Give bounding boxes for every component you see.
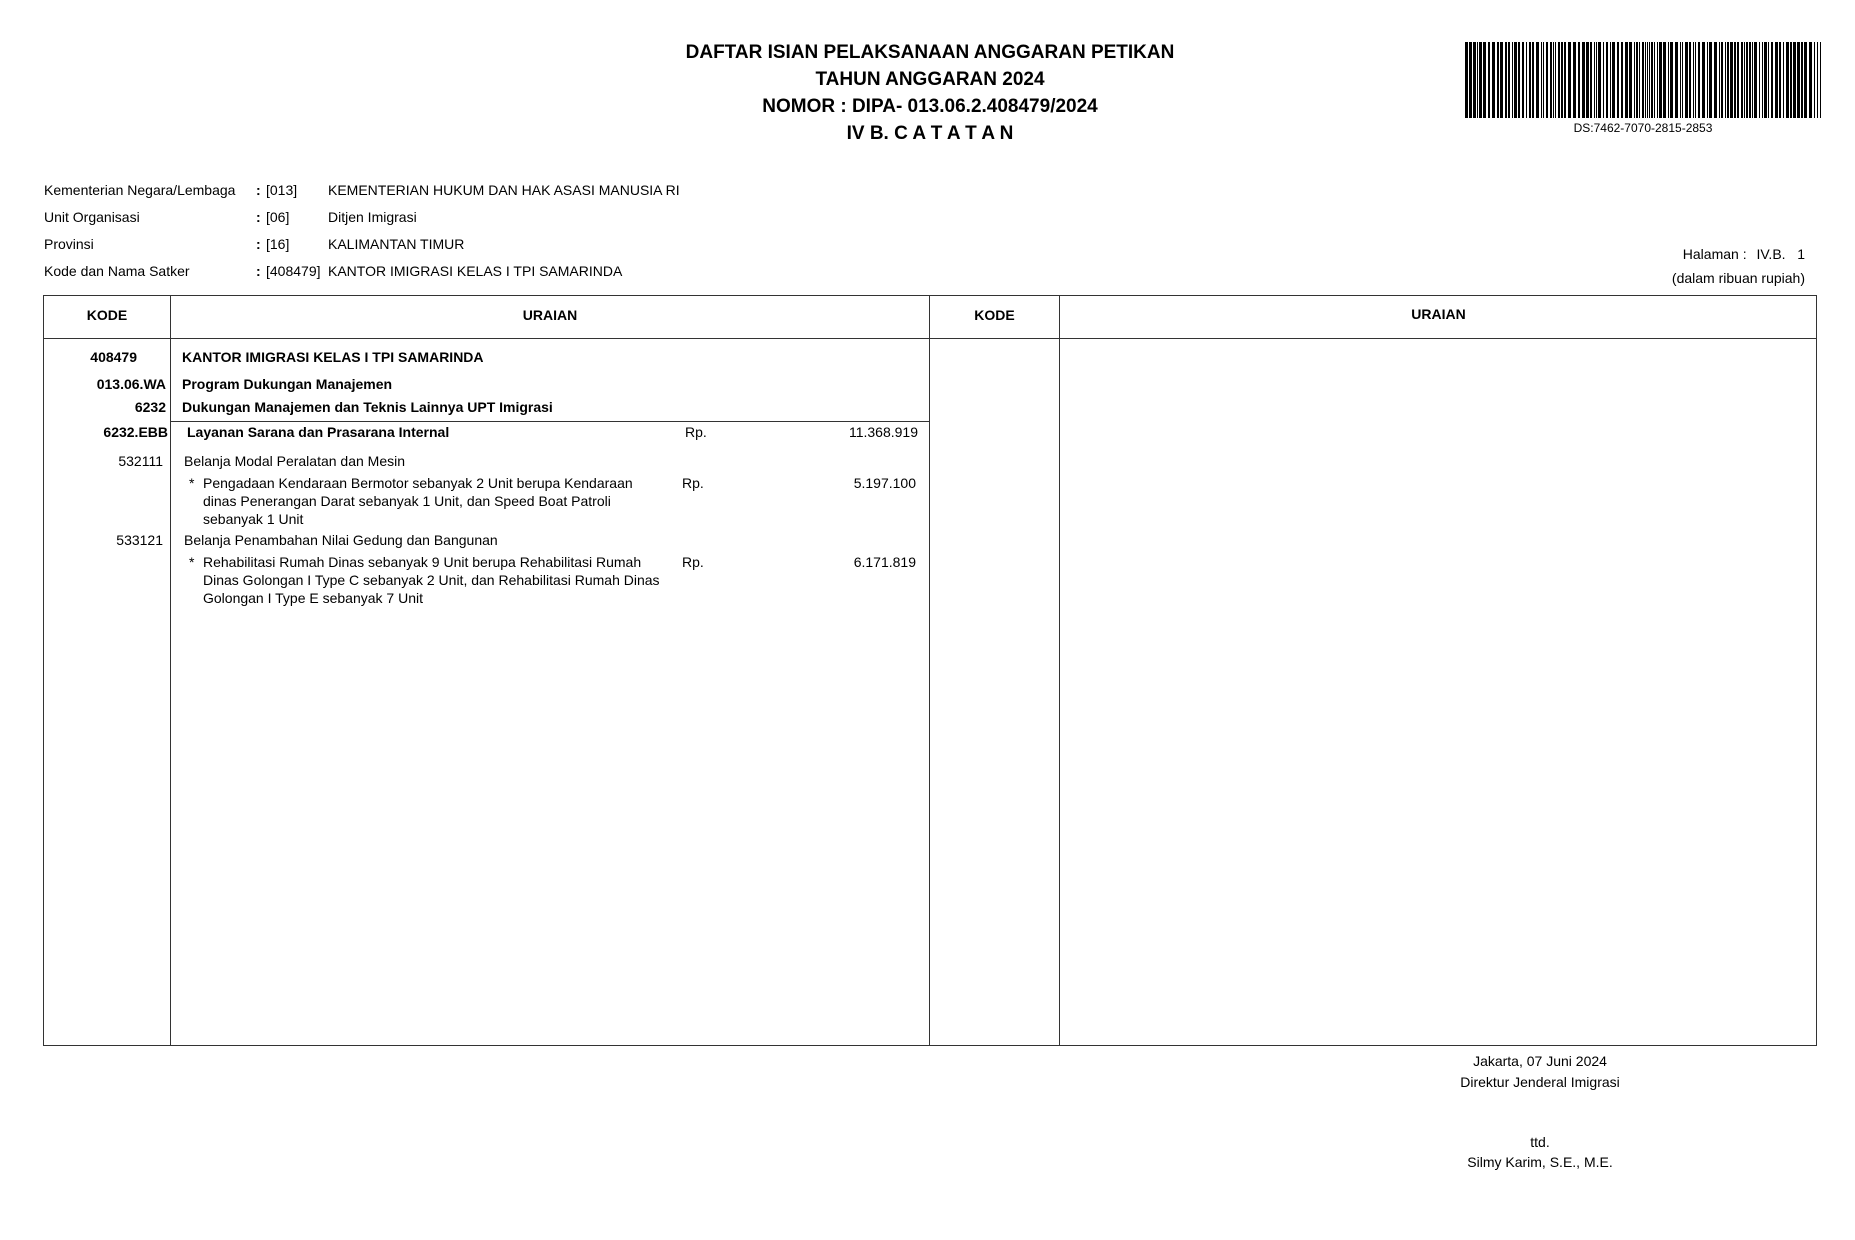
row-text: Program Dukungan Manajemen [182, 376, 393, 392]
table-header-rule [43, 338, 1817, 339]
section-title: IV B. C A T A T A N [846, 123, 1014, 144]
signature-ttd: ttd. [1530, 1134, 1550, 1150]
fiscal-year-title: TAHUN ANGGARAN 2024 [815, 69, 1045, 90]
meta-value-satker: KANTOR IMIGRASI KELAS I TPI SAMARINDA [328, 263, 623, 279]
row-description [203, 553, 660, 607]
column-header-kode: KODE [86, 307, 128, 323]
row-text: Dukungan Manajemen dan Teknis Lainnya UPT Imigrasi [182, 399, 553, 415]
column-header-uraian-2: URAIAN [1411, 306, 1466, 322]
meta-sep: : [256, 182, 261, 198]
meta-code-ministry: [013] [266, 182, 298, 198]
description-line: Pengadaan Kendaraan Bermotor sebanyak 2 Unit berupa Kendaraan [203, 475, 633, 491]
description-line: Rehabilitasi Rumah Dinas sebanyak 9 Unit berupa Rehabilitasi Rumah [203, 554, 642, 570]
row-code: 013.06.WA [96, 376, 166, 392]
meta-sep: : [256, 209, 261, 225]
amount-value: 11.368.919 [848, 424, 918, 440]
table-divider [929, 295, 930, 1046]
row-code: 6232.EBB [103, 424, 168, 440]
page-number [1683, 246, 1805, 262]
meta-sep: : [256, 263, 261, 279]
description-line: Golongan I Type E sebanyak 7 Unit [203, 590, 423, 606]
table-row-rule [170, 421, 929, 422]
signatory-name: Silmy Karim, S.E., M.E. [1467, 1154, 1613, 1170]
currency-label: Rp. [685, 424, 707, 440]
barcode-text: DS:7462-7070-2815-2853 [1573, 121, 1713, 135]
column-header-kode-2: KODE [974, 307, 1015, 323]
document-title: DAFTAR ISIAN PELAKSANAAN ANGGARAN PETIKAN [685, 42, 1175, 63]
row-code: 408479 [90, 349, 137, 365]
description-line: sebanyak 1 Unit [203, 511, 304, 527]
table-divider [1059, 295, 1060, 1046]
meta-code-province: [16] [266, 236, 290, 252]
signature-position: Direktur Jenderal Imigrasi [1460, 1074, 1620, 1090]
signature-place-date: Jakarta, 07 Juni 2024 [1473, 1053, 1607, 1069]
row-text: Belanja Modal Peralatan dan Mesin [184, 453, 406, 469]
row-description [203, 474, 633, 528]
bullet-mark: * [189, 554, 195, 570]
amount-value: 5.197.100 [853, 475, 916, 491]
meta-value-province: KALIMANTAN TIMUR [328, 236, 465, 252]
meta-value-unit: Ditjen Imigrasi [328, 209, 417, 225]
row-text: Layanan Sarana dan Prasarana Internal [187, 424, 450, 440]
row-code: 533121 [116, 532, 163, 548]
column-header-uraian: URAIAN [522, 307, 578, 323]
unit-note: (dalam ribuan rupiah) [1671, 270, 1805, 286]
row-code: 6232 [134, 399, 166, 415]
row-code: 532111 [118, 453, 163, 469]
meta-code-unit: [06] [266, 209, 290, 225]
description-line: Dinas Golongan I Type C sebanyak 2 Unit, dan Rehabilitasi Rumah Dinas [203, 572, 660, 588]
meta-sep: : [256, 236, 261, 252]
dipa-number: NOMOR : DIPA- 013.06.2.408479/2024 [762, 96, 1098, 117]
meta-value-ministry: KEMENTERIAN HUKUM DAN HAK ASASI MANUSIA RI [328, 182, 680, 198]
row-text: Belanja Penambahan Nilai Gedung dan Bangunan [184, 532, 498, 548]
meta-label-province: Provinsi [44, 236, 94, 252]
meta-label-ministry: Kementerian Negara/Lembaga [44, 182, 236, 198]
barcode-image [1465, 42, 1821, 118]
currency-label: Rp. [682, 475, 704, 491]
meta-label-unit: Unit Organisasi [44, 209, 140, 225]
table-divider [170, 295, 171, 1046]
currency-label: Rp. [682, 554, 704, 570]
description-line: dinas Penerangan Darat sebanyak 1 Unit, dan Speed Boat Patroli [203, 493, 611, 509]
bullet-mark: * [189, 475, 195, 491]
meta-label-satker: Kode dan Nama Satker [44, 263, 190, 279]
meta-code-satker: [408479] [266, 263, 321, 279]
row-text: KANTOR IMIGRASI KELAS I TPI SAMARINDA [182, 349, 484, 365]
page-label: Halaman : [1682, 246, 1747, 262]
amount-value: 6.171.819 [853, 554, 916, 570]
page-value: IV.B. 1 [1756, 246, 1805, 262]
